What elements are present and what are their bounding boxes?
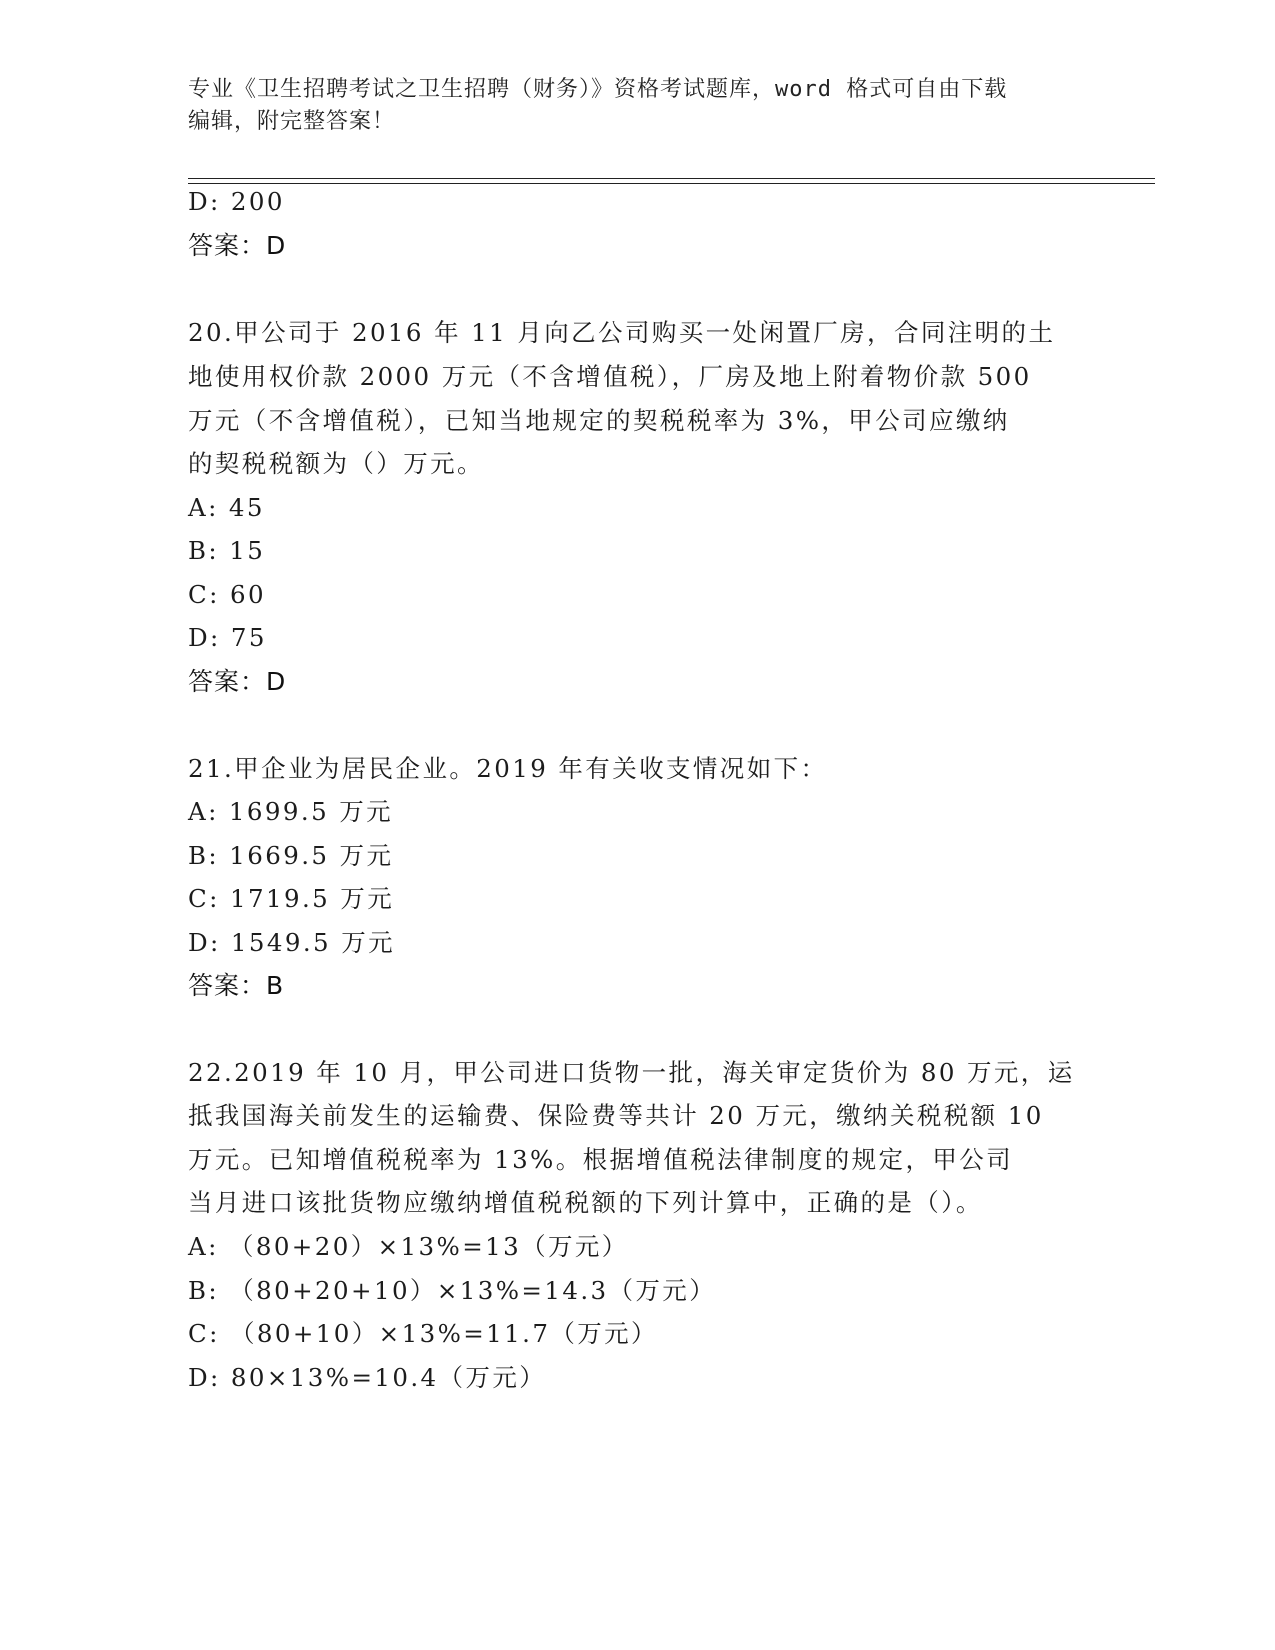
header-rule-top [188, 178, 1155, 179]
header-line-2: 编辑，附完整答案！ [188, 109, 396, 134]
q20-option-d: D: 75 [188, 623, 267, 652]
q20-stem-line-3: 万元（不含增值税），已知当地规定的契税税率为 3%，甲公司应缴纳 [188, 406, 1010, 435]
q20-option-c: C: 60 [188, 580, 266, 609]
q22-option-b: B: （80+20+10）×13%=14.3（万元） [188, 1276, 717, 1305]
q20-stem-line-1: 20.甲公司于 2016 年 11 月向乙公司购买一处闲置厂房，合同注明的土 [188, 318, 1056, 347]
q20-option-b: B: 15 [188, 536, 266, 565]
q22-stem-line-4: 当月进口该批货物应缴纳增值税税额的下列计算中，正确的是（）。 [188, 1188, 983, 1217]
q21-option-a: A: 1699.5 万元 [188, 797, 394, 826]
q20-answer: 答案：D [188, 667, 287, 696]
q19-answer: 答案：D [188, 231, 287, 260]
q22-option-a: A: （80+20）×13%=13（万元） [188, 1232, 629, 1261]
q22-stem-line-2: 抵我国海关前发生的运输费、保险费等共计 20 万元，缴纳关税税额 10 [188, 1101, 1044, 1130]
q22-stem-line-3: 万元。已知增值税税率为 13%。根据增值税法律制度的规定，甲公司 [188, 1145, 1014, 1174]
q22-option-c: C: （80+10）×13%=11.7（万元） [188, 1319, 658, 1348]
q21-option-c: C: 1719.5 万元 [188, 884, 395, 913]
q22-stem-line-1: 22.2019 年 10 月，甲公司进口货物一批，海关审定货价为 80 万元，运 [188, 1058, 1075, 1087]
q20-stem-line-2: 地使用权价款 2000 万元（不含增值税），厂房及地上附着物价款 500 [188, 362, 1032, 391]
q19-option-d: D: 200 [188, 187, 285, 216]
q22-option-d: D: 80×13%=10.4（万元） [188, 1363, 547, 1392]
header-line-1: 专业《卫生招聘考试之卫生招聘（财务）》资格考试题库，word 格式可自由下载 [188, 77, 1008, 102]
q20-option-a: A: 45 [188, 493, 265, 522]
document-header [188, 74, 1068, 138]
header-rule-bottom [188, 183, 1155, 184]
q21-option-b: B: 1669.5 万元 [188, 841, 394, 870]
q21-option-d: D: 1549.5 万元 [188, 928, 395, 957]
q21-answer: 答案：B [188, 971, 285, 1000]
q21-stem-line-1: 21.甲企业为居民企业。2019 年有关收支情况如下： [188, 754, 828, 783]
q20-stem-line-4: 的契税税额为（）万元。 [188, 449, 484, 478]
